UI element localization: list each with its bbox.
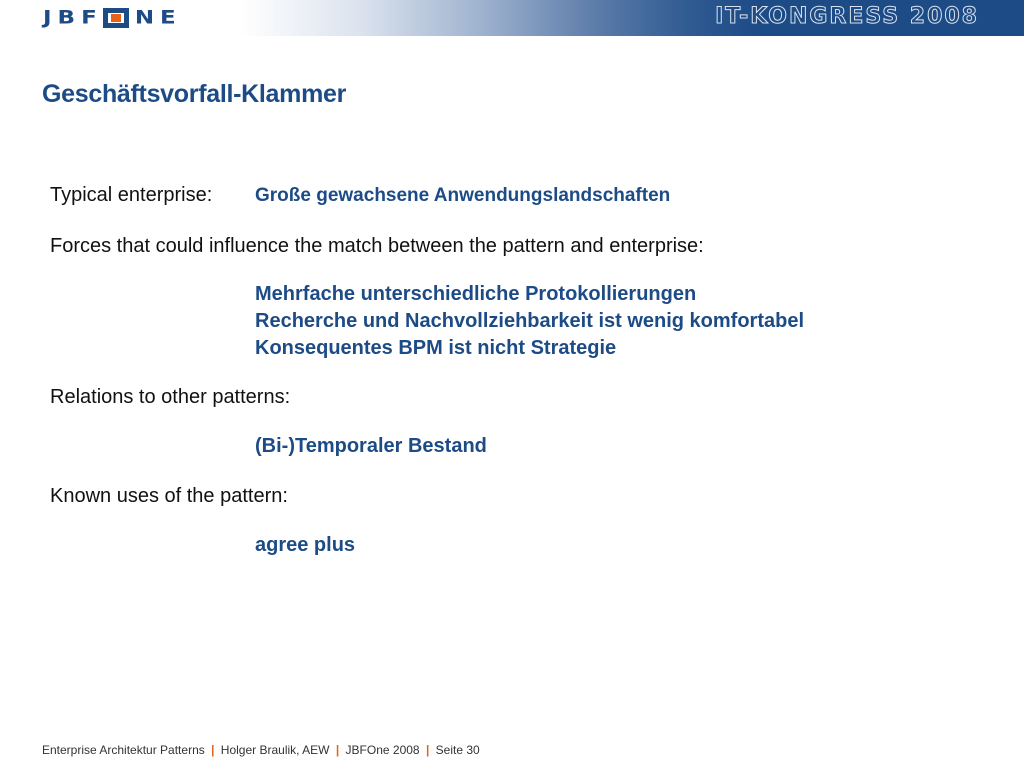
logo-text-right: NE	[134, 7, 182, 29]
slide-title: Geschäftsvorfall-Klammer	[42, 80, 347, 108]
relations-label: Relations to other patterns:	[50, 386, 291, 408]
footer-separator: |	[211, 743, 215, 757]
typical-enterprise-label: Typical enterprise:	[50, 184, 213, 206]
footer-separator: |	[335, 743, 340, 757]
header-band	[0, 0, 1024, 36]
forces-item: Recherche und Nachvollziehbarkeit ist wenig komfortabel	[255, 310, 805, 332]
logo-text-left: JBF	[43, 7, 103, 29]
jbfone-logo	[43, 3, 182, 33]
footer-topic: Enterprise Architektur Patterns	[42, 743, 205, 757]
typical-enterprise-value: Große gewachsene Anwendungslandschaften	[255, 185, 671, 206]
footer-event: JBFOne 2008	[345, 743, 420, 757]
relations-value: (Bi-)Temporaler Bestand	[255, 435, 487, 457]
forces-label: Forces that could influence the match between the pattern and enterprise:	[50, 235, 704, 257]
footer	[42, 743, 480, 757]
forces-item: Konsequentes BPM ist nicht Strategie	[255, 337, 617, 359]
known-uses-value: agree plus	[255, 534, 356, 556]
forces-item: Mehrfache unterschiedliche Protokollierungen	[255, 283, 697, 305]
footer-separator: |	[425, 743, 430, 757]
footer-author: Holger Braulik, AEW	[220, 743, 330, 757]
known-uses-label: Known uses of the pattern:	[50, 485, 288, 507]
congress-label: IT-KONGRESS 2008	[715, 4, 979, 29]
logo-o-icon	[103, 8, 129, 28]
footer-page-number: Seite 30	[435, 743, 480, 757]
